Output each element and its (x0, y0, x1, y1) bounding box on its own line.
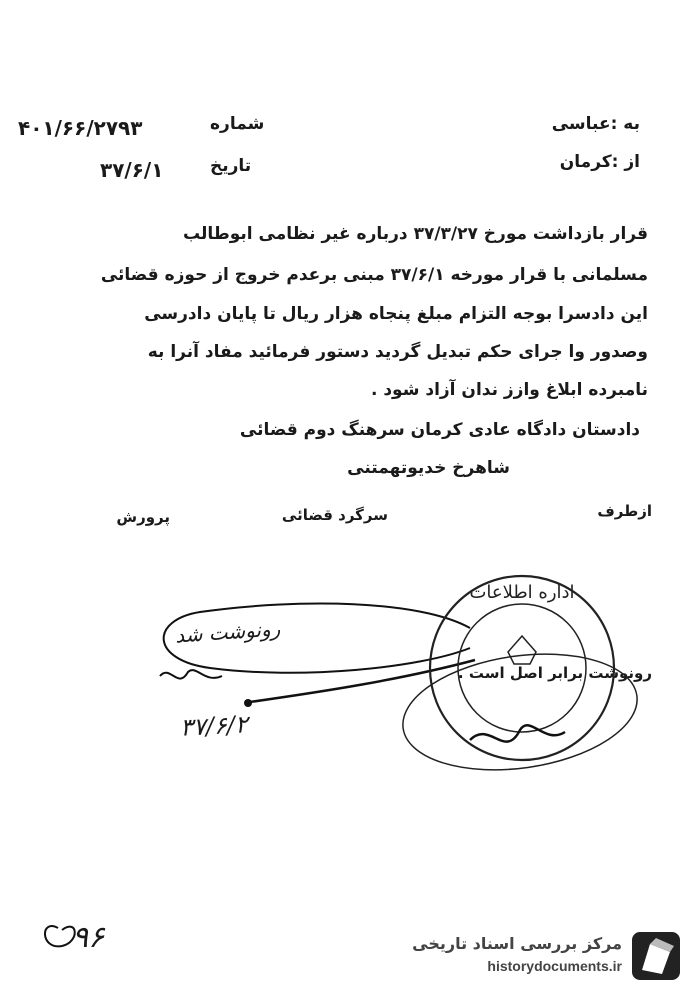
certified-copy-note: رونوشت برابر اصل است . (457, 664, 652, 682)
on-behalf-label: ازطرف (597, 502, 652, 520)
number-label: شماره (210, 114, 265, 134)
official-stamp-icon (430, 576, 614, 760)
archive-logo-icon (630, 930, 682, 982)
date-value: ۳۷/۶/۱ (100, 158, 164, 182)
body-line-1: قرار بازداشت مورخ ۳۷/۳/۲۷ درباره غیر نظامی ابوطالب (182, 224, 648, 244)
body-line-5: نامبرده ابلاغ وازز ندان آزاد شود . (370, 380, 648, 400)
handwritten-date: ۳۷/۶/۲ (179, 710, 249, 742)
handwritten-note: رونوشت شد (174, 616, 281, 648)
watermark-url: historydocuments.ir (487, 958, 622, 974)
signature-scribble (470, 725, 565, 741)
prosecutor-name: شاهرخ خدیوتهمتنی (347, 458, 510, 478)
scribble-icon (160, 670, 222, 679)
from-line: از :کرمان (559, 152, 640, 172)
body-line-4: وصدور وا جرای حکم تبدیل گردید دستور فرمائید مفاد آنرا به (147, 342, 648, 362)
watermark-title: مرکز بررسی اسناد تاریخی (412, 934, 622, 953)
page-number: ۹۶ (72, 920, 105, 955)
svg-text:اداره اطلاعات: اداره اطلاعات (469, 582, 575, 603)
signer-rank: سرگرد قضائی (281, 506, 388, 524)
body-line-3: این دادسرا بوجه التزام مبلغ پنجاه هزار ریال تا پایان دادرسی (144, 304, 648, 324)
signer-name: پرورش (116, 508, 170, 526)
to-line: به :عباسی (551, 114, 640, 134)
prosecutor-office: دادستان دادگاه عادی کرمان سرهنگ دوم قضائی (239, 420, 640, 440)
number-value: ۴۰۱/۶۶/۲۷۹۳ (18, 116, 143, 140)
pen-stroke (250, 660, 475, 702)
date-label: تاریخ (210, 156, 252, 176)
body-line-2: مسلمانی با قرار مورخه ۳۷/۶/۱ مبنی برعدم خروج از حوزه قضائی (100, 265, 648, 285)
